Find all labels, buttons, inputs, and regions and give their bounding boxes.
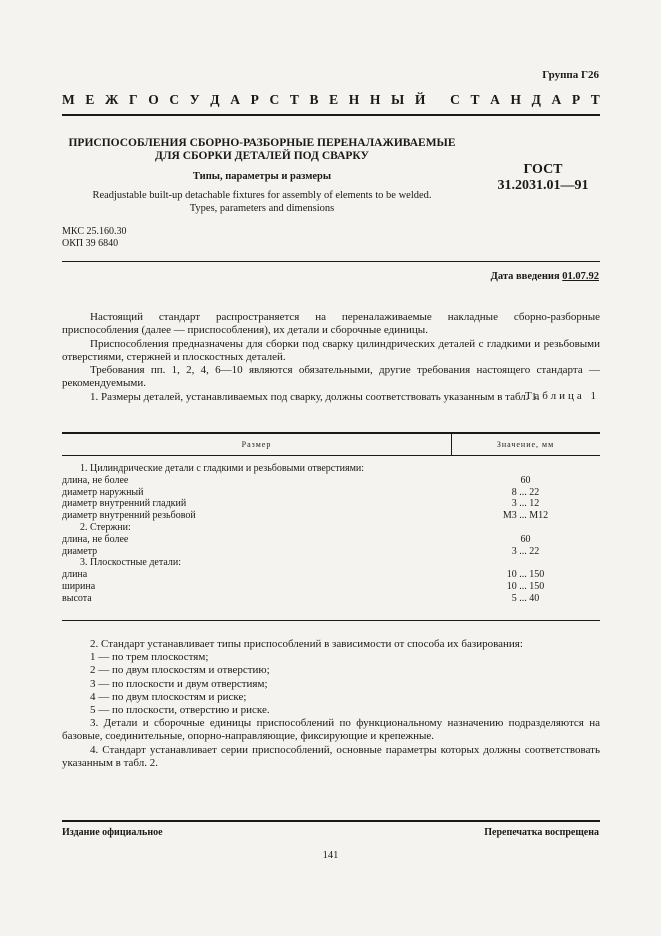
table-row-label: диаметр внутренний гладкий [62, 498, 187, 510]
banner-letter: С [169, 92, 180, 107]
paragraph: 3 — по плоскости и двум отверстиям; [90, 677, 268, 690]
banner-letter: А [490, 92, 500, 107]
standard-banner [62, 92, 600, 108]
okp-code: ОКП 39 6840 [62, 238, 119, 249]
classification-codes [62, 226, 126, 250]
table-row-label: длина [62, 569, 88, 581]
paragraph: 4. Стандарт устанавливает серии приспособлений, основные параметры которых должны соответствовать указанным в табл. 2. [62, 743, 600, 769]
table-row-label: диаметр внутренний резьбовой [62, 510, 196, 522]
header-rule [62, 261, 600, 262]
intro-paragraphs [62, 311, 600, 404]
table-row-value: 60 [520, 533, 531, 545]
paragraph: 2 — по двум плоскостям и отверстию; [90, 664, 270, 677]
english-title-line-2: Types, parameters and dimensions [189, 203, 335, 214]
table-bottom-rule [62, 620, 600, 621]
banner-letter: С [450, 92, 460, 107]
title-line-1: ПРИСПОСОБЛЕНИЯ СБОРНО-РАЗБОРНЫЕ ПЕРЕНАЛАЖИВАЕМЫЕ [68, 137, 456, 149]
intro-date-label: Дата введения [490, 271, 560, 282]
banner-letter: В [309, 92, 319, 107]
table-row-value: 3 ... 22 [511, 545, 540, 557]
intro-date-value: 01.07.92 [562, 271, 599, 282]
table-row-value: 10 ... 150 [506, 581, 545, 592]
banner-letter: Н [369, 92, 381, 107]
table-row-label: диаметр наружный [62, 486, 144, 498]
table-row-label: 3. Плоскостные детали: [80, 557, 181, 569]
banner-letter: Д [531, 92, 541, 107]
footer-rule [62, 820, 600, 822]
table-row-label: длина, не более [62, 474, 129, 486]
document-title [62, 137, 462, 163]
table-row-label: ширина [62, 581, 96, 592]
banner-letter: Ы [391, 92, 405, 107]
paragraph: 3. Детали и сборочные единицы приспособлений по функциональному назначению подразделяются на базовые, соединительные, опорно-направляющие, фиксирующие и крепежные. [62, 717, 600, 743]
page-number: 141 [322, 850, 339, 861]
banner-letter: Н [510, 92, 521, 107]
paragraph: 2. Стандарт устанавливает типы приспособлений в зависимости от способа их базирования: [90, 638, 523, 650]
banner-letter: М [62, 92, 75, 107]
edition-note: Издание официальное [62, 827, 163, 838]
title-line-2: ДЛЯ СБОРКИ ДЕТАЛЕЙ ПОД СВАРКУ [155, 150, 369, 162]
banner-letter: Т [590, 92, 600, 107]
banner-letter: Е [85, 92, 95, 107]
reprint-note: Перепечатка воспрещена [484, 827, 599, 838]
banner-letter: Т [470, 92, 480, 107]
main-paragraphs [62, 638, 600, 770]
table-header-rule [62, 455, 600, 456]
banner-letter: Й [414, 92, 426, 107]
gost-designation [488, 162, 598, 194]
table-row-label: высота [62, 592, 92, 604]
table-top-rule [62, 432, 600, 434]
introduction-date [491, 271, 599, 282]
document-subtitle: Типы, параметры и размеры [192, 171, 332, 182]
banner-letter: С [269, 92, 280, 107]
banner-letter: О [148, 92, 159, 107]
group-code: Группа Г26 [542, 69, 599, 81]
table-row-value: 10 ... 150 [506, 569, 545, 581]
english-title [62, 189, 462, 215]
table-row-label: длина, не более [62, 533, 129, 545]
paragraph: Настоящий стандарт распространяется на переналаживаемые накладные сборно-разборные приспособления (далее — приспособления), их детали и сборочные единицы. [62, 311, 600, 337]
table-caption: Таблица 1 [524, 390, 599, 402]
table-row-label: 1. Цилиндрические детали с гладкими и резьбовыми отверстиями: [80, 463, 365, 474]
mks-code: МКС 25.160.30 [62, 226, 127, 237]
paragraph: 4 — по двум плоскостям и риске; [90, 690, 247, 703]
table-row-label: 2. Стержни: [80, 522, 131, 533]
paragraph: Требования пп. 1, 2, 4, 6—10 являются обязательными, другие требования настоящего стандарта — рекомендуемыми. [62, 364, 600, 390]
table-row-value: 8 ... 22 [511, 486, 540, 498]
paragraph: 1. Размеры деталей, устанавливаемых под сварку, должны соответствовать указанным в табл. 1. [90, 390, 540, 403]
english-title-line-1: Readjustable built-up detachable fixtures for assembly of elements to be welded. [92, 190, 432, 201]
table-row-value: М3 ... М12 [502, 510, 549, 522]
banner-letter: Д [210, 92, 220, 107]
paragraph: 1 — по трем плоскостям; [90, 651, 209, 664]
banner-letter: А [551, 92, 562, 107]
table-row-value: 5 ... 40 [511, 592, 540, 604]
table-header-size: Размер [241, 440, 272, 449]
banner-letter: Е [329, 92, 339, 107]
paragraph: 5 — по плоскости, отверстию и риске. [90, 704, 270, 717]
gost-label: ГОСТ [523, 162, 563, 177]
banner-rule [62, 114, 600, 116]
banner-letter: А [230, 92, 240, 107]
banner-letter: Р [250, 92, 259, 107]
table-row-value: 60 [520, 474, 531, 486]
banner-letter: Р [571, 92, 581, 107]
table-row-value: 3 ... 12 [511, 498, 540, 510]
banner-letter: Г [129, 92, 138, 107]
banner-letter: Н [348, 92, 360, 107]
paragraph: Приспособления предназначены для сборки под сварку цилиндрических деталей с гладкими и резьбовыми отверстиями, стержней и плоскостных деталей. [62, 337, 600, 363]
table-header-value: Значение, мм [496, 440, 555, 449]
banner-letter: Ж [105, 92, 119, 107]
gost-number: 31.2031.01—91 [497, 178, 589, 193]
table-row-label: диаметр [62, 545, 98, 557]
banner-letter [436, 92, 439, 108]
banner-letter: Т [289, 92, 299, 107]
banner-letter: У [189, 92, 200, 107]
